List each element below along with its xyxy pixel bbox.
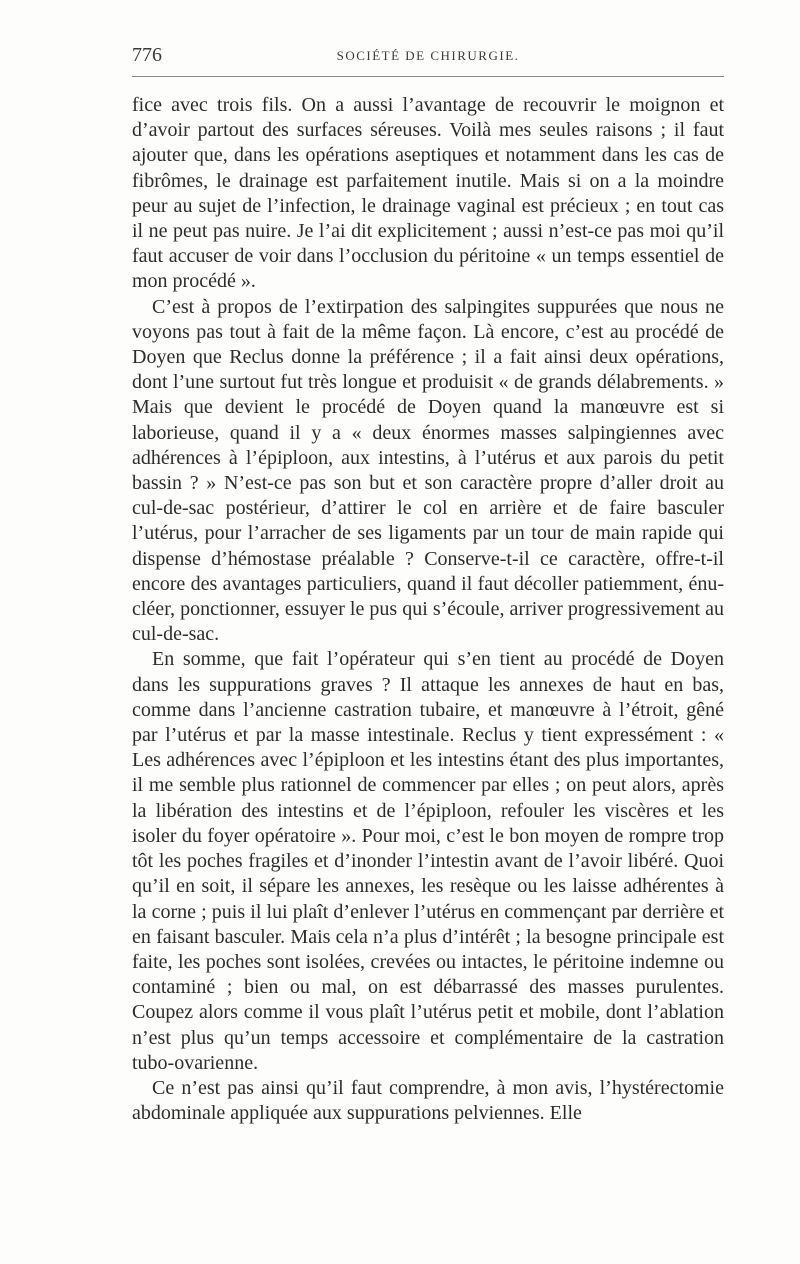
paragraph-en-somme: En somme, que fait l’opérateur qui s’en tient au procédé de Doyen dans les suppurations graves ? Il attaque les annexes de haut en bas, comme dans l’ancienne castration tubaire, et manœuvre à l’étroit, gêné par l’utérus et par la masse intestinale. Reclus y tient expressément : « Les adhérences avec l’épiploon et les intestins étant des plus importantes, il me semble plus rationnel de commencer par elles ; on peut alors, après la libération des intestins et de l’épiploon, refouler les viscères et les isoler du foyer opératoire ». Pour moi, c’est le bon moyen de rompre trop tôt les poches fragiles et d’inonder l’intestin avant de l’avoir libéré. Quoi qu’il en soit, il sépare les annexes, les resèque ou les laisse adhérentes à la corne ; puis il lui plaît d’enlever l’utérus en commençant par derrière et en faisant basculer. Mais cela n’a plus d’intérêt ; la besogne principale est faite, les poches sont isolées, crevées ou intactes, le péritoine indemne ou contaminé ; bien ou mal, on est débarrassé des masses purulentes. Coupez alors comme il vous plaît l’utérus petit et mobile, dont l’ablation n’est plus qu’un temps accessoire et complémentaire de la castration tubo-ovarienne. — [132, 648, 724, 1074]
paragraph-conclusion: Ce n’est pas ainsi qu’il faut comprendre, à mon avis, l’hystérectomie abdominale appliquée aux suppurations pelviennes. Elle — [132, 1076, 724, 1125]
header-rule — [132, 76, 724, 77]
page-number: 776 — [132, 44, 162, 66]
body-text — [132, 93, 724, 1126]
paragraph-salpingites: C’est à propos de l’extirpation des salpingites suppurées que nous ne voyons pas tout à fait de la même façon. Là encore, c’est au procédé de Doyen que Reclus donne la préférence ; il a fait ainsi deux opérations, dont l’une surtout fut très longue et produisit « de grands délabrements. » Mais que devient le procédé de Doyen quand la manœuvre est si laborieuse, quand il y a « deux énormes masses salpingiennes avec adhérences à l’épiploon, aux intestins, à l’utérus et aux parois du petit bassin ? » N’est-ce pas son but et son caractère propre d’aller droit au cul-de-sac postérieur, d’attirer le col en arrière et de faire basculer l’utérus, pour l’arracher de ses ligaments par un tour de main rapide qui dispense d’hémostase préalable ? Conserve-t-il ce caractère, offre-t-il encore des avantages particuliers, quand il faut décoller patiemment, énucléer, ponctionner, essuyer le pus qui s’écoule, arriver progressivement au cul-de-sac. — [132, 295, 724, 646]
paragraph-continuation: fice avec trois fils. On a aussi l’avantage de recouvrir le moignon et d’avoir partout des surfaces séreuses. Voilà mes seules raisons ; il faut ajouter que, dans les opérations aseptiques et notamment dans les cas de fibrômes, le drainage est parfaitement inutile. Mais si on a la moindre peur au sujet de l’infection, le drainage vaginal est précieux ; en tout cas il ne peut pas nuire. Je l’ai dit explicitement ; aussi n’est-ce pas moi qu’il faut accuser de voir dans l’occlusion du péritoine « un temps essentiel de mon procédé ». — [132, 94, 724, 293]
running-head — [132, 44, 724, 68]
journal-title: SOCIÉTÉ DE CHIRURGIE. — [336, 48, 520, 63]
